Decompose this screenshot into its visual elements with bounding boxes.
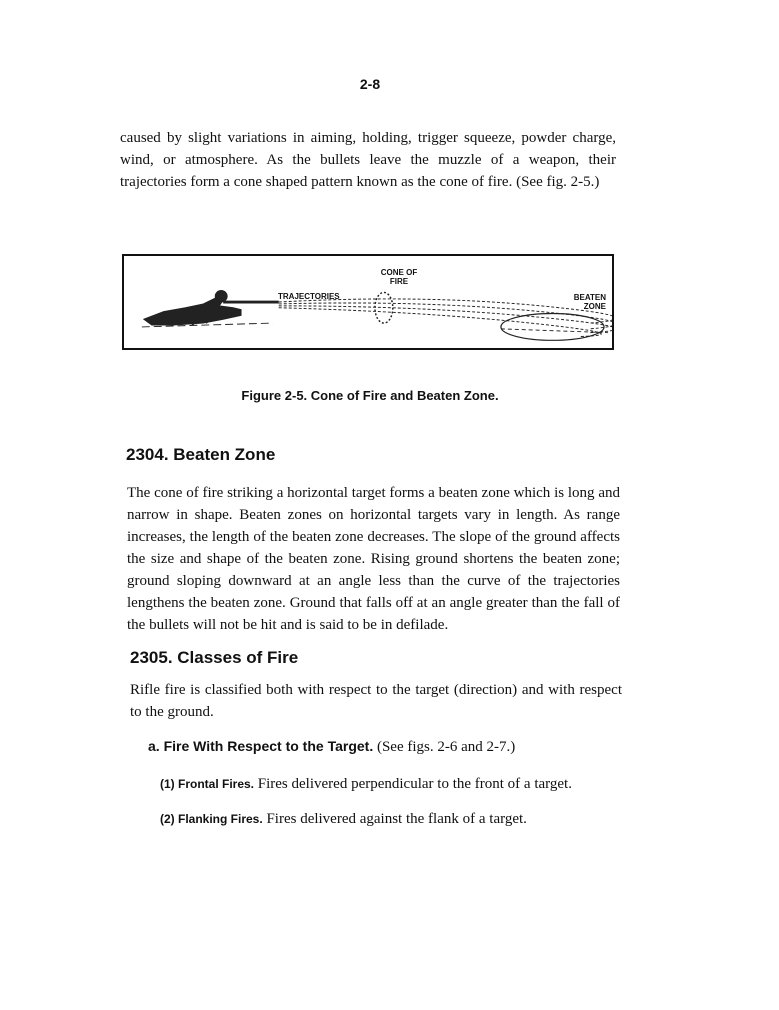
subheading-fire-wrt-target [148,738,515,756]
classes-of-fire-paragraph: Rifle fire is classified both with respect to the target (direction) and with respect to the ground. [130,682,622,720]
section-heading-beaten-zone: 2304. Beaten Zone [126,445,276,464]
rifleman-icon [144,291,279,326]
page-number: 2-8 [359,76,381,92]
beaten-zone-ellipse [501,314,604,341]
figure-cone-of-fire [122,254,614,350]
label-cone-of-fire: CONE OF FIRE [380,268,418,286]
list-item-text: Fires delivered against the flank of a target. [266,811,527,827]
beaten-zone-paragraph: The cone of fire striking a horizontal target forms a beaten zone which is long and narrow in shape. Beaten zones on horizontal targets vary in length. As range increases, the length of the beaten zone decreases. The slope of the ground affects the size and shape of the beaten zone. Rising ground shortens the beaten zone; ground sloping downward at an angle less than the curve of the trajectories lengthens the beaten zone. Ground that falls off at an angle greater than the fall of the bullets will not be hit and is said to be in defilade. [127,485,620,633]
list-item-label: (2) Flanking Fires. [160,812,263,826]
list-item-text: Fires delivered perpendicular to the front of a target. [257,776,572,792]
list-item-label: (1) Frontal Fires. [160,777,255,791]
list-item-frontal-fires [160,776,572,793]
subheading-label: a. Fire With Respect to the Target. [148,738,374,754]
list-item-flanking-fires [160,811,527,828]
figure-caption: Figure 2-5. Cone of Fire and Beaten Zone. [241,388,499,403]
intro-paragraph: caused by slight variations in aiming, holding, trigger squeeze, powder charge, wind, or atmosphere. As the bullets leave the muzzle of a weapon, their trajectories form a cone shaped pattern known as the cone of fire. (See fig. 2-5.) [120,130,616,190]
subheading-reference: (See figs. 2-6 and 2-7.) [376,739,516,755]
label-trajectories: TRAJECTORIES [278,292,340,301]
section-heading-classes-of-fire: 2305. Classes of Fire [130,648,299,667]
label-beaten-zone: BEATEN ZONE [573,293,606,311]
